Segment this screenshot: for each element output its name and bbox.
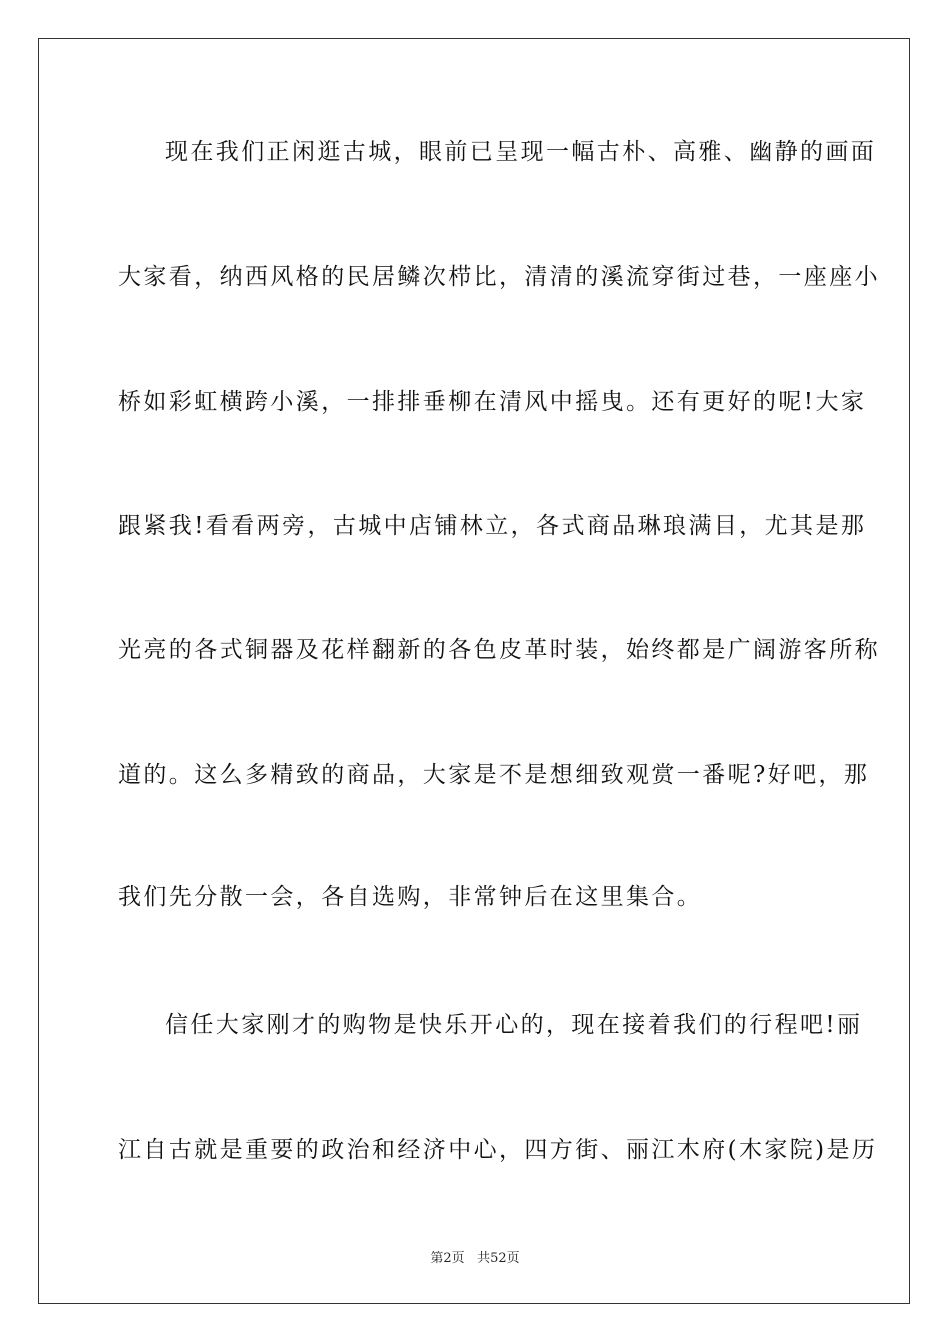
paragraph-1-line-7: 我们先分散一会，各自选购，非常钟后在这里集合。 xyxy=(118,884,703,910)
paragraph-1-line-6: 道的。这么多精致的商品，大家是不是想细致观赏一番呢?好吧，那 xyxy=(118,762,870,788)
page-number: 第2页 xyxy=(430,1251,465,1266)
paragraph-1-line-4: 跟紧我!看看两旁，古城中店铺林立，各式商品琳琅满目，尤其是那 xyxy=(118,513,867,539)
paragraph-2-line-2: 江自古就是重要的政治和经济中心，四方街、丽江木府(木家院)是历 xyxy=(118,1137,878,1163)
paragraph-1-line-2: 大家看，纳西风格的民居鳞次栉比，清清的溪流穿街过巷，一座座小 xyxy=(118,264,880,290)
page-footer xyxy=(0,1247,950,1266)
paragraph-2-line-1: 信任大家刚才的购物是快乐开心的，现在接着我们的行程吧!丽 xyxy=(165,1012,863,1038)
total-pages: 共52页 xyxy=(477,1251,520,1266)
paragraph-1-line-5: 光亮的各式铜器及花样翻新的各色皮革时装，始终都是广阔游客所称 xyxy=(118,637,880,663)
page-border xyxy=(38,38,910,1304)
paragraph-1-line-1: 现在我们正闲逛古城，眼前已呈现一幅古朴、高雅、幽静的画面 xyxy=(165,139,877,165)
paragraph-1-line-3: 桥如彩虹横跨小溪，一排排垂柳在清风中摇曳。还有更好的呢!大家 xyxy=(118,389,867,415)
